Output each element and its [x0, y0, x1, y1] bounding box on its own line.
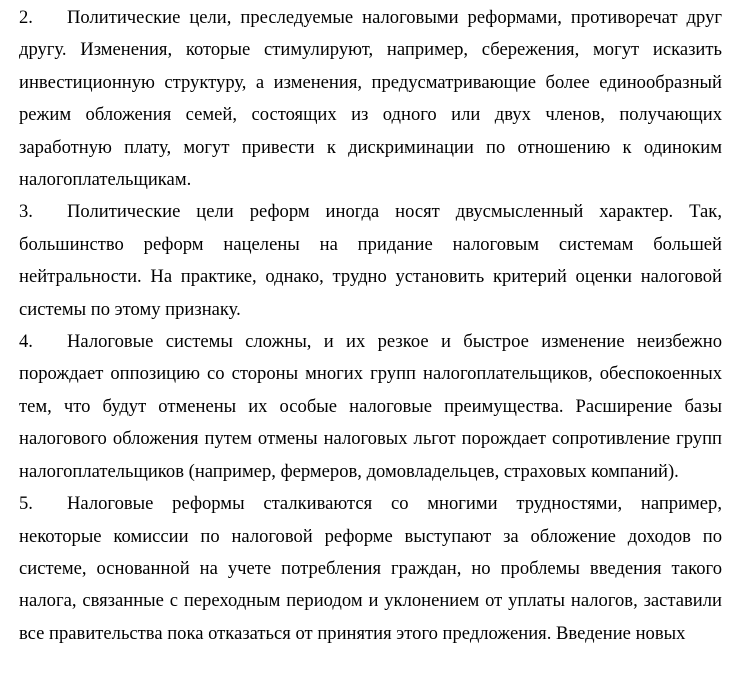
paragraph-number: 4. [19, 331, 33, 353]
paragraph-4 [19, 326, 722, 488]
paragraph-5 [19, 488, 722, 650]
document-page [19, 2, 722, 650]
paragraph-number: 5. [19, 493, 33, 515]
paragraph-number: 3. [19, 201, 33, 223]
paragraph-text: Налоговые реформы сталкиваются со многими трудностями, например, некоторые комиссии по налоговой реформе выступают за обложение доходов по системе, основанной на учете потребления граждан, но проблемы введения такого налога, связанные с переходным периодом и уклонением от уплаты налогов, заставили все правительства пока отказаться от принятия этого предложения. Введение новых [19, 493, 722, 644]
paragraph-text: Налоговые системы сложны, и их резкое и быстрое изменение неизбежно порождает оппозицию со стороны многих групп налогоплательщиков, обеспокоенных тем, что будут отменены их особые налоговые преимущества. Расширение базы налогового обложения путем отмены налоговых льгот порождает сопротивление групп налогоплательщиков (например, фермеров, домовладельцев, страховых компаний). [19, 331, 722, 482]
paragraph-number: 2. [19, 7, 33, 28]
paragraph-2 [19, 2, 722, 196]
paragraph-text: Политические цели, преследуемые налоговыми реформами, противоречат друг другу. Изменения, которые стимулируют, например, сбережения, могут исказить инвестиционную структуру, а изменения, предусматривающие более единообразный режим обложения семей, состоящих из одного или двух членов, получающих заработную плату, могут привести к дискриминации по отношению к одиноким налогоплательщикам. [19, 7, 722, 191]
paragraph-3 [19, 196, 722, 326]
paragraph-text: Политические цели реформ иногда носят двусмысленный характер. Так, большинство реформ нацелены на придание налоговым системам большей нейтральности. На практике, однако, трудно установить критерий оценки налоговой системы по этому признаку. [19, 201, 722, 320]
